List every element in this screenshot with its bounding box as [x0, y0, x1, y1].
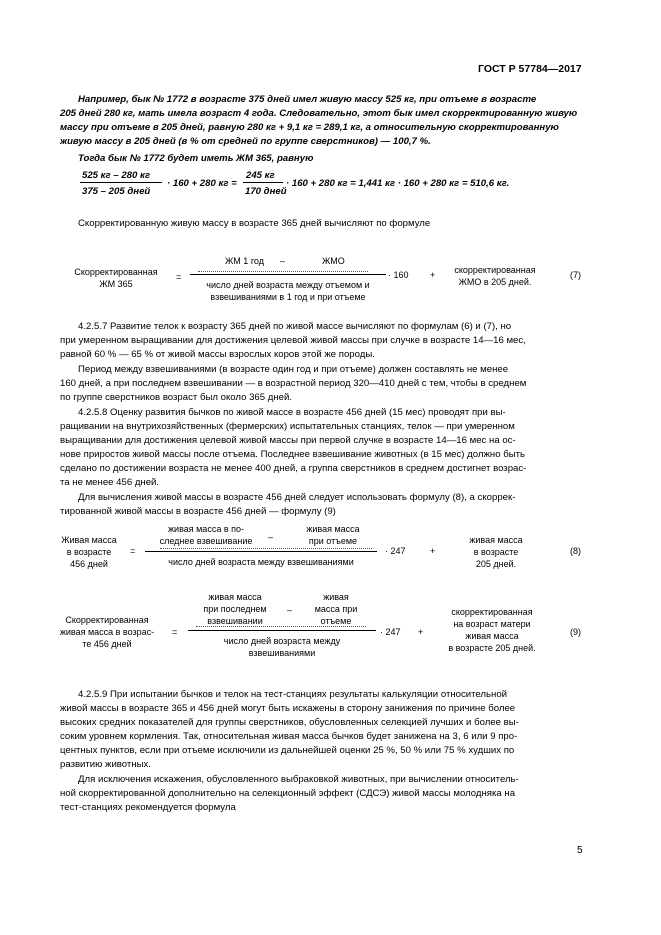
formula7-lhs: Скорректированная ЖМ 365	[74, 267, 158, 289]
paragraph-exclusion-line: тест-станциях рекомендуется формула	[60, 802, 236, 813]
paragraph-4-2-5-9-line: развитию животных.	[60, 759, 151, 770]
formula8-num-a: живая масса в по- следнее взвешивание	[159, 524, 253, 546]
formula8-num-b: живая масса при отъеме	[306, 524, 360, 546]
formula8-plus: +	[430, 546, 436, 556]
example-line: 205 дней 280 кг, мать имела возраст 4 года. Следовательно, этот бык имел скорректированную живую	[60, 108, 578, 119]
paragraph-4-2-5-7-line: равной 60 % — 65 % от живой массы взрослых коров этой же породы.	[60, 349, 375, 360]
formula7-denominator: число дней возраста между отъемом и взвешиваниями в 1 год и при отъеме	[206, 280, 370, 302]
formula7-rhs: скорректированная ЖМО в 205 дней.	[454, 265, 536, 287]
fraction-bar	[188, 630, 376, 631]
underline-dotted	[196, 626, 366, 627]
example-frac1-denominator: 375 – 205 дней	[82, 186, 151, 197]
formula9-minus: –	[287, 605, 293, 615]
paragraph-4-2-5-9-line: живой массы в возрасте 365 и 456 дней могут быть искажены в сторону занижения по причине более	[60, 703, 516, 714]
formula7-intro: Скорректированную живую массу в возрасте 365 дней вычисляют по формуле	[78, 218, 431, 229]
paragraph-4-2-5-7-line: при умеренном выращивании для достижения целевой живой массы при случке в возрасте 14—16 мес,	[60, 335, 526, 346]
formula9-mult: · 247	[380, 627, 401, 637]
paragraph-4-2-5-8-line: 4.2.5.8 Оценку развития бычков по живой массе в возрасте 456 дней (15 мес) проводят при вы-	[78, 407, 506, 418]
formula9-denominator: число дней возраста между взвешиваниями	[223, 636, 341, 658]
formula9-num-a: живая масса при последнем взвешивании	[203, 592, 267, 626]
formula7-num-b: ЖМО	[322, 256, 345, 266]
example-mid: · 160 + 280 кг =	[167, 178, 237, 189]
paragraph-4-2-5-7-line: 4.2.5.7 Развитие телок к возрасту 365 дней по живой массе вычисляют по формулам (6) и (7), но	[78, 321, 512, 332]
formula9-rhs: скорректированная на возраст матери живая масса в возрасте 205 дней.	[448, 607, 536, 653]
paragraph-4-2-5-9-line: соким уровнем кормления. Так, относительная живая масса бычков будет занижена на 3, 6 или 9 про-	[60, 731, 518, 742]
fraction-bar	[80, 182, 162, 183]
paragraph-calc-line: тированной живой массы в возрасте 456 дней — формулу (9)	[60, 506, 336, 517]
formula7-equals: =	[176, 272, 182, 282]
paragraph-4-2-5-8-line: выращивании для достижения целевой живой массы при первой случке в возрасте 14—16 мес на ос-	[60, 435, 516, 446]
formula8-mult: · 247	[385, 546, 406, 556]
underline-dotted	[198, 271, 368, 272]
example-frac1-numerator: 525 кг – 280 кг	[82, 170, 150, 181]
formula8-denominator: число дней возраста между взвешиваниями	[168, 557, 354, 567]
page-number: 5	[577, 845, 583, 856]
formula7-mult: · 160	[388, 270, 409, 280]
paragraph-4-2-5-8-line: сделано по достижении возраста не менее 400 дней, а группа сверстников в среднем достигнет возрас-	[60, 463, 527, 474]
formula7-num-a: ЖМ 1 год	[225, 256, 264, 266]
example-frac2-denominator: 170 дней	[245, 186, 287, 197]
paragraph-exclusion-line: ной скорректированной дополнительно на селекционный эффект (СДСЭ) живой массы молодняка на	[60, 788, 516, 799]
paragraph-4-2-5-9-line: высоких средних показателей для группы сверстников, обусловленных селекцией лучших и более вы-	[60, 717, 519, 728]
example-line: Например, бык № 1772 в возрасте 375 дней имел живую массу 525 кг, при отъеме в возрасте	[78, 94, 537, 105]
formula7-plus: +	[430, 270, 436, 280]
formula9-lhs: Скорректированная живая масса в возрас- те 456 дней	[59, 615, 155, 649]
example-result: · 160 + 280 кг = 1,441 кг · 160 + 280 кг = 510,6 кг.	[286, 178, 510, 189]
formula7-number: (7)	[570, 270, 581, 280]
formula8-rhs: живая масса в возрасте 205 дней.	[469, 535, 523, 569]
paragraph-weighing-line: по группе сверстников возраст был около 365 дней.	[60, 392, 293, 403]
fraction-bar	[190, 274, 386, 275]
formula9-plus: +	[418, 627, 424, 637]
paragraph-weighing-line: 160 дней, а при последнем взвешивании — в возрастной период 320—410 дней с тем, чтобы в среднем	[60, 378, 527, 389]
paragraph-4-2-5-9-line: центных пунктов, если при отъеме исключили из дальнейшей оценки 25 %, 50 % или 75 % худших по	[60, 745, 515, 756]
example-frac2-numerator: 245 кг	[246, 170, 275, 181]
paragraph-4-2-5-8-line: ращивании на внутрихозяйственных (фермерских) испытательных станциях, телок — при умеренном	[60, 421, 515, 432]
formula8-number: (8)	[570, 546, 581, 556]
formula9-number: (9)	[570, 627, 581, 637]
paragraph-4-2-5-8-line: нове приростов живой массы после отъема. Последнее взвешивание животных (в 15 мес) должно быть	[60, 449, 525, 460]
example-line: массу при отъеме в 205 дней, равную 280 кг + 9,1 кг = 289,1 кг, а относительную скорректированную	[60, 122, 559, 133]
paragraph-weighing-line: Период между взвешиваниями (в возрасте один год и при отъеме) должен составлять не менее	[78, 364, 509, 375]
paragraph-calc-line: Для вычисления живой массы в возрасте 456 дней следует использовать формулу (8), а скоррек-	[78, 492, 516, 503]
example-line: живую массу в 205 дней (в % от средней по группе сверстников) — 100,7 %.	[60, 136, 431, 147]
paragraph-exclusion-line: Для исключения искажения, обусловленного выбраковкой животных, при вычислении относитель-	[78, 774, 519, 785]
fraction-bar	[145, 551, 377, 552]
formula9-num-b: живая масса при отъеме	[314, 592, 358, 626]
document-id: ГОСТ Р 57784—2017	[478, 63, 582, 75]
formula7-minus: –	[280, 256, 286, 266]
formula9-equals: =	[172, 627, 178, 637]
example-then: Тогда бык № 1772 будет иметь ЖМ 365, равную	[78, 153, 314, 164]
formula8-equals: =	[130, 546, 136, 556]
formula8-minus: –	[268, 532, 274, 542]
fraction-bar	[243, 182, 283, 183]
paragraph-4-2-5-9-line: 4.2.5.9 При испытании бычков и телок на тест-станциях результаты калькуляции относительной	[78, 689, 508, 700]
formula8-lhs: Живая масса в возрасте 456 дней	[61, 535, 117, 569]
paragraph-4-2-5-8-line: та не менее 456 дней.	[60, 477, 160, 488]
underline-dotted	[160, 548, 372, 549]
